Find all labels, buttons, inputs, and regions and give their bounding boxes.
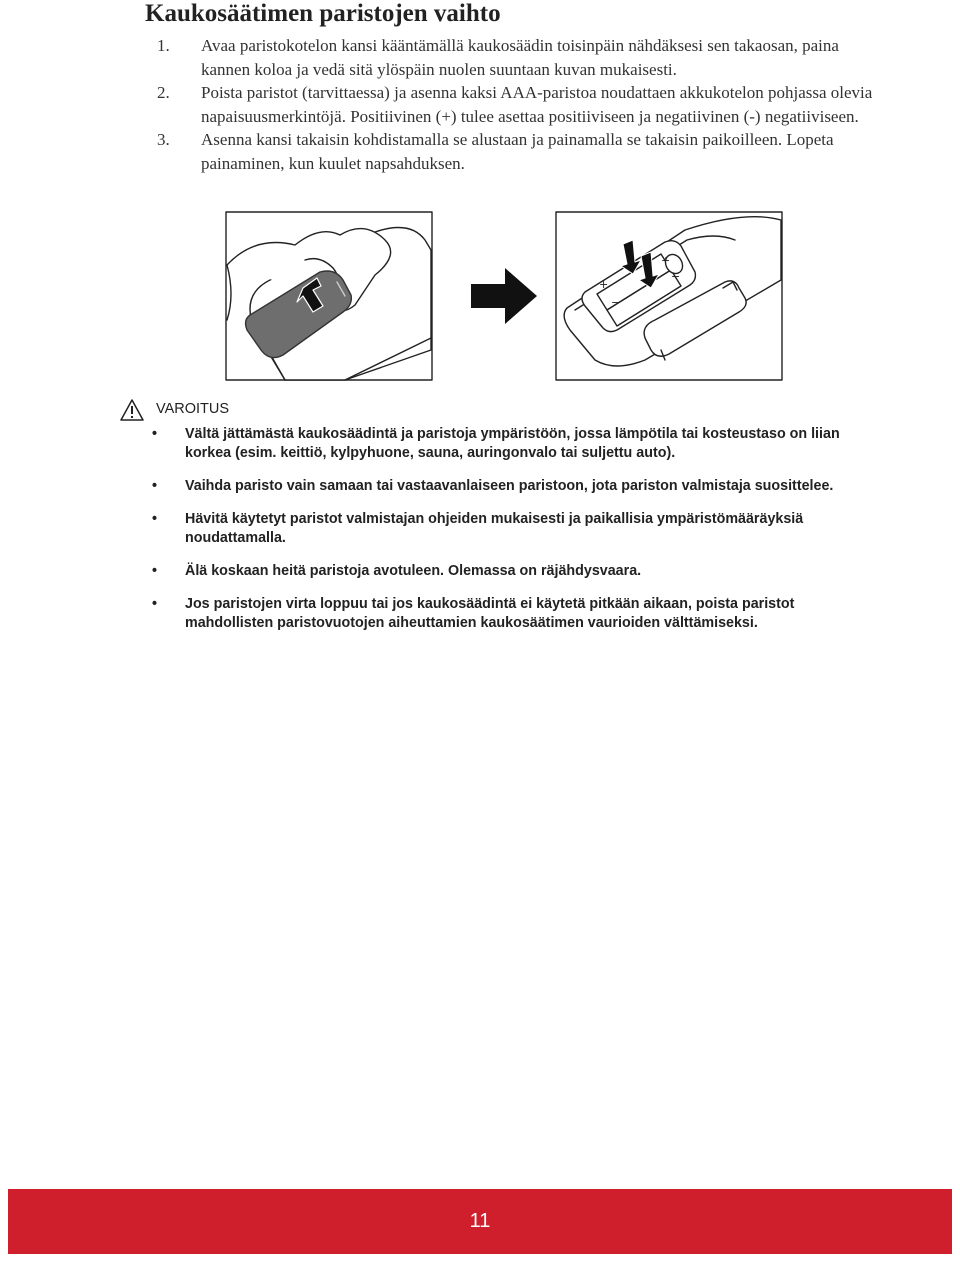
warning-list	[152, 425, 872, 647]
page-footer	[8, 1189, 952, 1254]
step-number: 1.	[157, 36, 170, 55]
bullet-icon: •	[152, 596, 158, 612]
warning-item	[152, 425, 872, 463]
warning-text: Vaihda paristo vain samaan tai vastaavanlaiseen paristoon, jota pariston valmistaja suosittelee.	[185, 478, 834, 494]
warning-item	[152, 477, 872, 496]
step-text: Avaa paristokotelon kansi kääntämällä kaukosäädin toisinpäin nähdäksesi sen takaosan, paina kannen koloa ja vedä sitä ylöspäin nuolen suuntaan kuvan mukaisesti.	[201, 36, 839, 79]
bullet-icon: •	[152, 563, 158, 579]
polarity-minus-label: −	[611, 296, 621, 309]
step-item	[157, 128, 877, 175]
step-text: Asenna kansi takaisin kohdistamalla se alustaan ja painamalla se takaisin paikoilleen. Lopeta painaminen, kun kuulet napsahduksen.	[201, 130, 834, 173]
remote-with-hand-image	[226, 212, 432, 380]
polarity-plus-label: +	[661, 254, 671, 267]
page-title: Kaukosäätimen paristojen vaihto	[145, 0, 501, 27]
warning-item	[152, 562, 872, 581]
warning-text: Hävitä käytetyt paristot valmistajan ohjeiden mukaisesti ja paikallisia ympäristömääräyksiä noudattamalla.	[185, 511, 804, 546]
step-item	[157, 34, 877, 81]
warning-text: Älä koskaan heitä paristoja avotuleen. Olemassa on räjähdysvaara.	[185, 563, 642, 579]
step-text: Poista paristot (tarvittaessa) ja asenna kaksi AAA-paristoa noudattaen akkukotelon pohjassa olevia napaisuusmerkintöjä. Positiivinen (+) tulee asettaa positiiviseen ja negatiivinen (-) negatiiviseen.	[201, 83, 873, 126]
remote-open-compartment-image	[556, 212, 782, 380]
battery-replacement-illustration	[225, 210, 785, 382]
warning-triangle-icon	[120, 399, 144, 421]
step-number: 2.	[157, 83, 170, 102]
bullet-icon: •	[152, 478, 158, 494]
page-number: 11	[469, 1210, 491, 1232]
step-item	[157, 81, 877, 128]
warning-title: VAROITUS	[156, 401, 230, 417]
direction-arrow	[471, 268, 537, 324]
warning-text: Jos paristojen virta loppuu tai jos kaukosäädintä ei käytetä pitkään aikaan, poista paristot mahdollisten paristovuotojen aiheuttamien kaukosäätimen vaurioiden välttämiseksi.	[185, 596, 795, 631]
polarity-plus-label: +	[599, 278, 609, 291]
warning-item	[152, 595, 872, 633]
polarity-minus-label: −	[671, 270, 681, 283]
bullet-icon: •	[152, 511, 158, 527]
instruction-steps	[157, 34, 877, 175]
bullet-icon: •	[152, 426, 158, 442]
warning-text: Vältä jättämästä kaukosäädintä ja paristoja ympäristöön, jossa lämpötila tai kosteustaso on liian korkea (esim. keittiö, kylpyhuone, sauna, auringonvalo tai suljettu auto).	[185, 426, 840, 461]
step-number: 3.	[157, 130, 170, 149]
warning-item	[152, 510, 872, 548]
